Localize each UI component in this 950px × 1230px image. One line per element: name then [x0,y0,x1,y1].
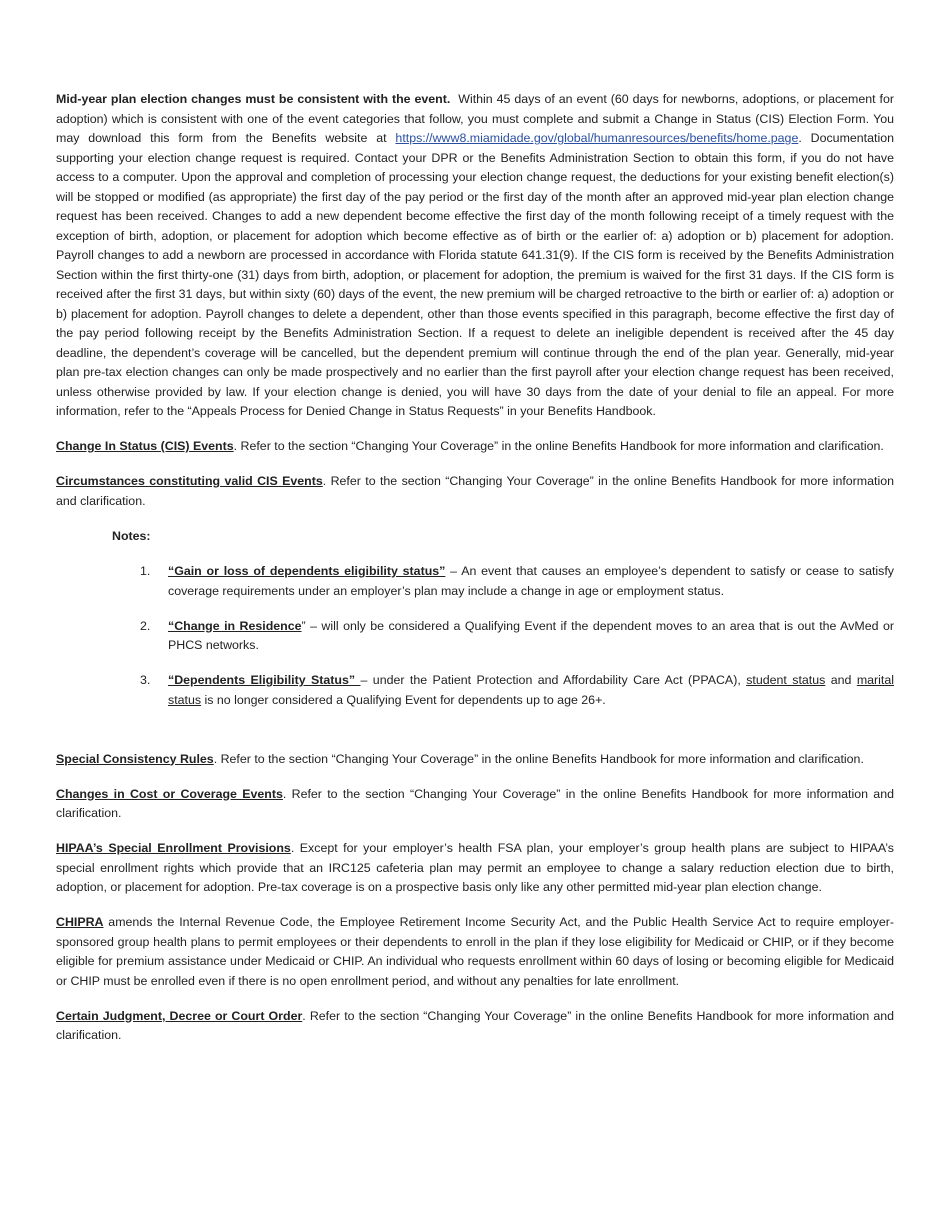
cis-events-heading: Change In Status (CIS) Events [56,439,234,453]
note-text: and [825,673,857,687]
notes-title: Notes: [112,528,151,543]
note-heading: “Gain or loss of dependents eligibility status” [168,564,446,578]
special-consistency-paragraph [56,750,894,770]
note-text: ” – will only be considered a Qualifying Event if the dependent moves to an area that is out the AvMed or PHCS networks. [168,618,894,652]
chipra-heading: CHIPRA [56,915,104,929]
cost-coverage-paragraph [56,785,894,824]
chipra-text: amends the Internal Revenue Code, the Employee Retirement Income Security Act, and the Public Health Service Act to require employer-sponsored group health plans to permit employees or their dependents to enroll in the plan if they lose eligibility for Medicaid or CHIP, or if they become eligible for premium assistance under Medicaid or CHIP. An individual who requests enrollment within 60 days of losing or becoming eligible for Medicaid or CHIP must be enrolled even if there is no open enrollment period, and without any penalties for late enrollment. [56,915,894,988]
intro-paragraph [56,90,894,422]
cis-events-text: . Refer to the section “Changing Your Coverage” in the online Benefits Handbook for more information and clarification. [233,439,884,453]
cis-events-paragraph [56,437,894,457]
note-underlined-term: marital status [168,673,895,707]
court-order-heading: Certain Judgment, Decree or Court Order [56,1008,303,1023]
intro-text: Within 45 days of an event (60 days for newborns, adoptions, or placement for adoption) which is consistent with one of the event categories that follow, you must complete and submit a Change in Status (CIS) Election Form. You may download this form from the Benefits website at [56,92,895,145]
circumstances-heading: Circumstances constituting valid CIS Events [56,474,323,488]
circumstances-text: . Refer to the section “Changing Your Coverage” in the online Benefits Handbook for more information and clarification. [56,474,894,508]
chipra-paragraph [56,913,894,991]
note-item [56,562,894,601]
notes-list [56,562,894,710]
note-text: – under the Patient Protection and Affordability Care Act (PPACA), [360,673,747,687]
note-number: 2. [140,618,151,633]
note-item [56,671,894,710]
cost-coverage-text: . Refer to the section “Changing Your Coverage” in the online Benefits Handbook for more information and clarification. [56,786,894,820]
court-order-paragraph [56,1007,894,1046]
intro-text-continued: . Documentation supporting your election change request is required. Contact your DPR or the Benefits Administration Section to obtain this form, if you do not have access to a computer. Upon the approval and completion of processing your election change request, the deductions for your existing benefit election(s) will be stopped or modified (as appropriate) the first day of the pay period or the first day of the month after an approved mid-year plan election change request has been received. Changes to add a new dependent become effective the first day of the month following receipt of a timely request with the exception of birth, adoption, or placement for adoption which become effective as of birth or the earlier of: a) adoption or b) placement for adoption. Payroll changes to add a newborn are processed in accordance with Florida statute 641.31(9). If the CIS form is received by the Benefits Administration Section within the first thirty-one (31) days from birth, adoption, or placement for adoption, the premium is waived for the first 31 days. If the CIS form is received after the first 31 days, but within sixty (60) days of the event, the new premium will be charged retroactive to the birth or earlier of: a) adoption or b) placement for adoption. Payroll changes to delete a dependent, other than those events specified in this paragraph, become effective the first day of the pay period following receipt by the Benefits Administration Section. If a request to delete an ineligible dependent is received after the 45 day deadline, the dependent’s coverage will be cancelled, but the dependent premium will continue through the end of the plan year. Generally, mid-year plan pre-tax election changes can only be made prospectively and no earlier than the first payroll after your election change request has been received, unless otherwise provided by law. If your election change is denied, you will have 30 days from the date of your denial to file an appeal. For more information, refer to the “Appeals Process for Denied Change in Status Requests” in your Benefits Handbook. [56,131,894,418]
note-text: – An event that causes an employee’s dependent to satisfy or cease to satisfy coverage requirements under an employer’s plan may include a change in age or employment status. [168,564,895,598]
special-consistency-heading: Special Consistency Rules [56,751,214,766]
note-item [56,617,894,656]
note-heading: “Dependents Eligibility Status” [168,673,361,687]
cost-coverage-heading: Changes in Cost or Coverage Events [56,786,283,801]
circumstances-paragraph [56,472,894,511]
court-order-text: . Refer to the section “Changing Your Coverage” in the online Benefits Handbook for more information and clarification. [56,1008,894,1042]
benefits-website-link[interactable]: https://www8.miamidade.gov/global/humanresources/benefits/home.page [395,131,799,145]
note-underlined-term: student status [746,673,826,687]
document-page [56,90,894,1061]
hipaa-text: . Except for your employer’s health FSA plan, your employer’s group health plans are subject to HIPAA’s special enrollment rights which provide that an IRC125 cafeteria plan may permit an employee to change a salary reduction election due to birth, adoption, or placement for adoption. Pre-tax coverage is on a prospective basis only like any other permitted mid-year plan election change. [56,841,894,894]
note-number: 1. [140,564,151,578]
note-heading: “Change in Residence [168,618,302,633]
intro-heading: Mid-year plan election changes must be consistent with the event. [56,92,451,106]
special-consistency-text: . Refer to the section “Changing Your Coverage” in the online Benefits Handbook for more information and clarification. [213,751,864,766]
hipaa-heading: HIPAA’s Special Enrollment Provisions [56,841,291,855]
hipaa-paragraph [56,839,894,898]
note-text: is no longer considered a Qualifying Event for dependents up to age 26+. [201,692,606,707]
note-number: 3. [140,673,151,687]
